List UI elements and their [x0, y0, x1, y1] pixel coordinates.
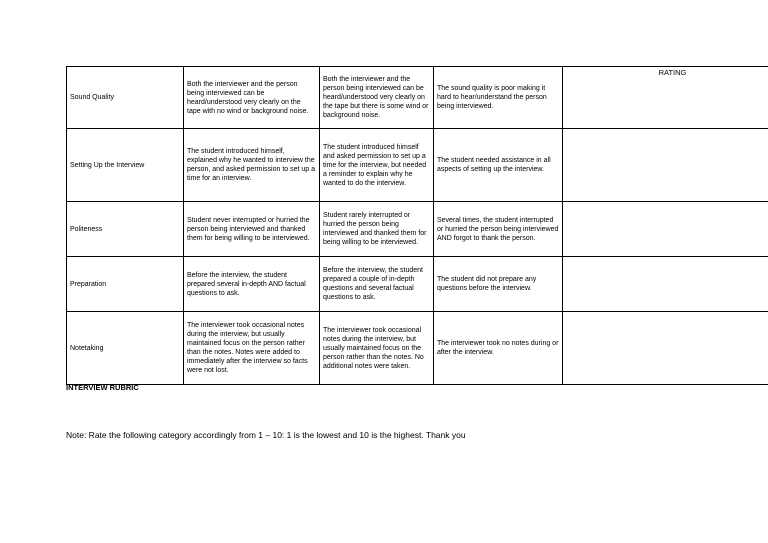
rubric-caption: INTERVIEW RUBRIC	[66, 383, 139, 392]
level-cell: The student needed assistance in all aspects of setting up the interview.	[434, 129, 563, 202]
table-row	[67, 67, 768, 129]
level-cell: Student never interrupted or hurried the person being interviewed and thanked them for being willing to be interviewed.	[184, 202, 320, 257]
rating-cell[interactable]	[563, 129, 768, 202]
level-cell: The student introduced himself and asked permission to set up a time for the interview, but needed a reminder to explain why he wanted to do the interview.	[320, 129, 434, 202]
level-cell: The interviewer took occasional notes during the interview, but usually maintained focus on the person rather than the notes. Notes were added to immediately after the interview so facts were not lost.	[184, 312, 320, 385]
criterion-cell: Preparation	[67, 257, 184, 312]
level-cell: Both the interviewer and the person being interviewed can be heard/understood very clearly on the tape with no wind or background noise.	[184, 67, 320, 129]
level-cell: Both the interviewer and the person being interviewed can be heard/understood very clearly on the tape but there is some wind or background noise.	[320, 67, 434, 129]
criterion-cell: Sound Quality	[67, 67, 184, 129]
level-cell: Student rarely interrupted or hurried the person being interviewed and thanked them for being willing to be interviewed.	[320, 202, 434, 257]
table-row	[67, 312, 768, 385]
rating-cell[interactable]	[563, 67, 768, 129]
level-cell: The sound quality is poor making it hard to hear/understand the person being interviewed.	[434, 67, 563, 129]
level-cell: The interviewer took occasional notes during the interview, but usually maintained focus on the person rather than the notes. No additional notes were taken.	[320, 312, 434, 385]
rating-cell[interactable]	[563, 257, 768, 312]
level-cell: The student introduced himself, explained why he wanted to interview the person, and asked permission to set up a time for an interview.	[184, 129, 320, 202]
rating-header: RATING	[658, 68, 687, 77]
criterion-cell: Politeness	[67, 202, 184, 257]
rubric-table	[66, 66, 768, 385]
level-cell: Before the interview, the student prepared several in-depth AND factual questions to ask.	[184, 257, 320, 312]
rating-cell[interactable]	[563, 202, 768, 257]
criterion-cell: Notetaking	[67, 312, 184, 385]
level-cell: The interviewer took no notes during or after the interview.	[434, 312, 563, 385]
level-cell: The student did not prepare any questions before the interview.	[434, 257, 563, 312]
level-cell: Several times, the student interrupted or hurried the person being interviewed AND forgot to thank the person.	[434, 202, 563, 257]
level-cell: Before the interview, the student prepared a couple of in-depth questions and several factual questions to ask.	[320, 257, 434, 312]
criterion-cell: Setting Up the Interview	[67, 129, 184, 202]
table-row	[67, 257, 768, 312]
rating-note: Note: Rate the following category accordingly from 1 – 10: 1 is the lowest and 10 is the highest. Thank you	[66, 430, 466, 440]
table-row	[67, 202, 768, 257]
table-row	[67, 129, 768, 202]
rating-cell[interactable]	[563, 312, 768, 385]
